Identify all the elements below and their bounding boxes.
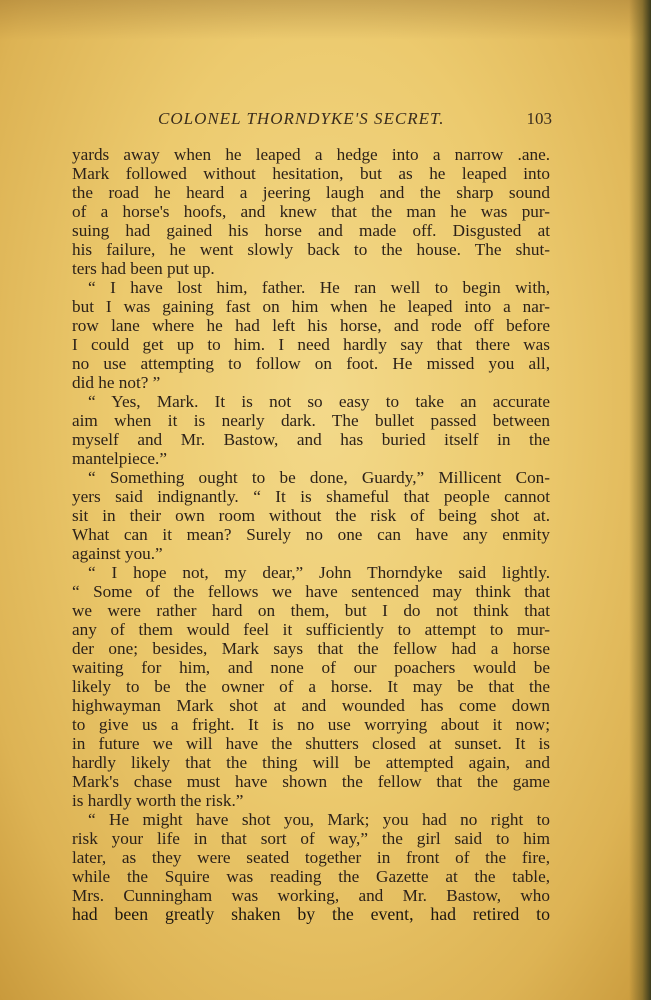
text-line: did he not? ” bbox=[72, 373, 161, 392]
text-line: row lane where he had left his horse, and rode off before bbox=[72, 316, 550, 335]
text-line: waiting for him, and none of our poachers would be bbox=[72, 658, 550, 677]
text-line: against you.” bbox=[72, 544, 163, 563]
text-line: “ Yes, Mark. It is not so easy to take an accurate bbox=[88, 392, 550, 411]
text-line: likely to be the owner of a horse. It may be that the bbox=[72, 677, 550, 696]
text-line: “ Some of the fellows we have sentenced may think that bbox=[72, 582, 550, 601]
page-number: 103 bbox=[526, 109, 552, 128]
text-line: we were rather hard on them, but I do not think that bbox=[72, 601, 550, 620]
text-line: aim when it is nearly dark. The bullet passed between bbox=[72, 411, 550, 430]
text-line: What can it mean? Surely no one can have any enmity bbox=[72, 525, 550, 544]
text-line: hardly likely that the thing will be attempted again, and bbox=[72, 753, 550, 772]
text-line: Mark's chase must have shown the fellow that the game bbox=[72, 772, 550, 791]
body-text bbox=[72, 145, 550, 924]
text-line: any of them would feel it sufficiently to attempt to mur- bbox=[72, 620, 550, 639]
text-line: yers said indignantly. “ It is shameful that people cannot bbox=[72, 487, 550, 506]
page-header bbox=[158, 109, 558, 133]
text-line: his failure, he went slowly back to the house. The shut- bbox=[72, 240, 550, 259]
text-line: Mrs. Cunningham was working, and Mr. Bastow, who bbox=[72, 886, 550, 905]
text-line: I could get up to him. I need hardly say that there was bbox=[72, 335, 550, 354]
text-line: later, as they were seated together in front of the fire, bbox=[72, 848, 550, 867]
text-line: yards away when he leaped a hedge into a narrow .ane. bbox=[72, 145, 550, 164]
text-line: “ I have lost him, father. He ran well to begin with, bbox=[88, 278, 550, 297]
text-line: ters had been put up. bbox=[72, 259, 215, 278]
text-line: in future we will have the shutters closed at sunset. It is bbox=[72, 734, 550, 753]
text-line: “ He might have shot you, Mark; you had no right to bbox=[88, 810, 550, 829]
text-line: no use attempting to follow on foot. He missed you all, bbox=[72, 354, 550, 373]
text-line: of a horse's hoofs, and knew that the man he was pur- bbox=[72, 202, 550, 221]
text-line: the road he heard a jeering laugh and the sharp sound bbox=[72, 183, 550, 202]
text-line: had been greatly shaken by the event, had retired to bbox=[72, 904, 550, 924]
text-line: but I was gaining fast on him when he leaped into a nar- bbox=[72, 297, 550, 316]
text-line: myself and Mr. Bastow, and has buried itself in the bbox=[72, 430, 550, 449]
text-line: suing had gained his horse and made off. Disgusted at bbox=[72, 221, 550, 240]
text-line: risk your life in that sort of way,” the girl said to him bbox=[72, 829, 550, 848]
text-line: der one; besides, Mark says that the fellow had a horse bbox=[72, 639, 550, 658]
text-line: is hardly worth the risk.” bbox=[72, 791, 244, 810]
text-line: “ I hope not, my dear,” John Thorndyke said lightly. bbox=[88, 563, 550, 582]
text-line: mantelpiece.” bbox=[72, 449, 167, 468]
text-line: highwayman Mark shot at and wounded has come down bbox=[72, 696, 550, 715]
text-line: Mark followed without hesitation, but as he leaped into bbox=[72, 164, 550, 183]
text-line: to give us a fright. It is no use worrying about it now; bbox=[72, 715, 550, 734]
text-line: “ Something ought to be done, Guardy,” Millicent Con- bbox=[88, 468, 550, 487]
text-line: while the Squire was reading the Gazette at the table, bbox=[72, 867, 550, 886]
text-line: sit in their own room without the risk of being shot at. bbox=[72, 506, 550, 525]
running-title: COLONEL THORNDYKE'S SECRET. bbox=[158, 109, 445, 128]
